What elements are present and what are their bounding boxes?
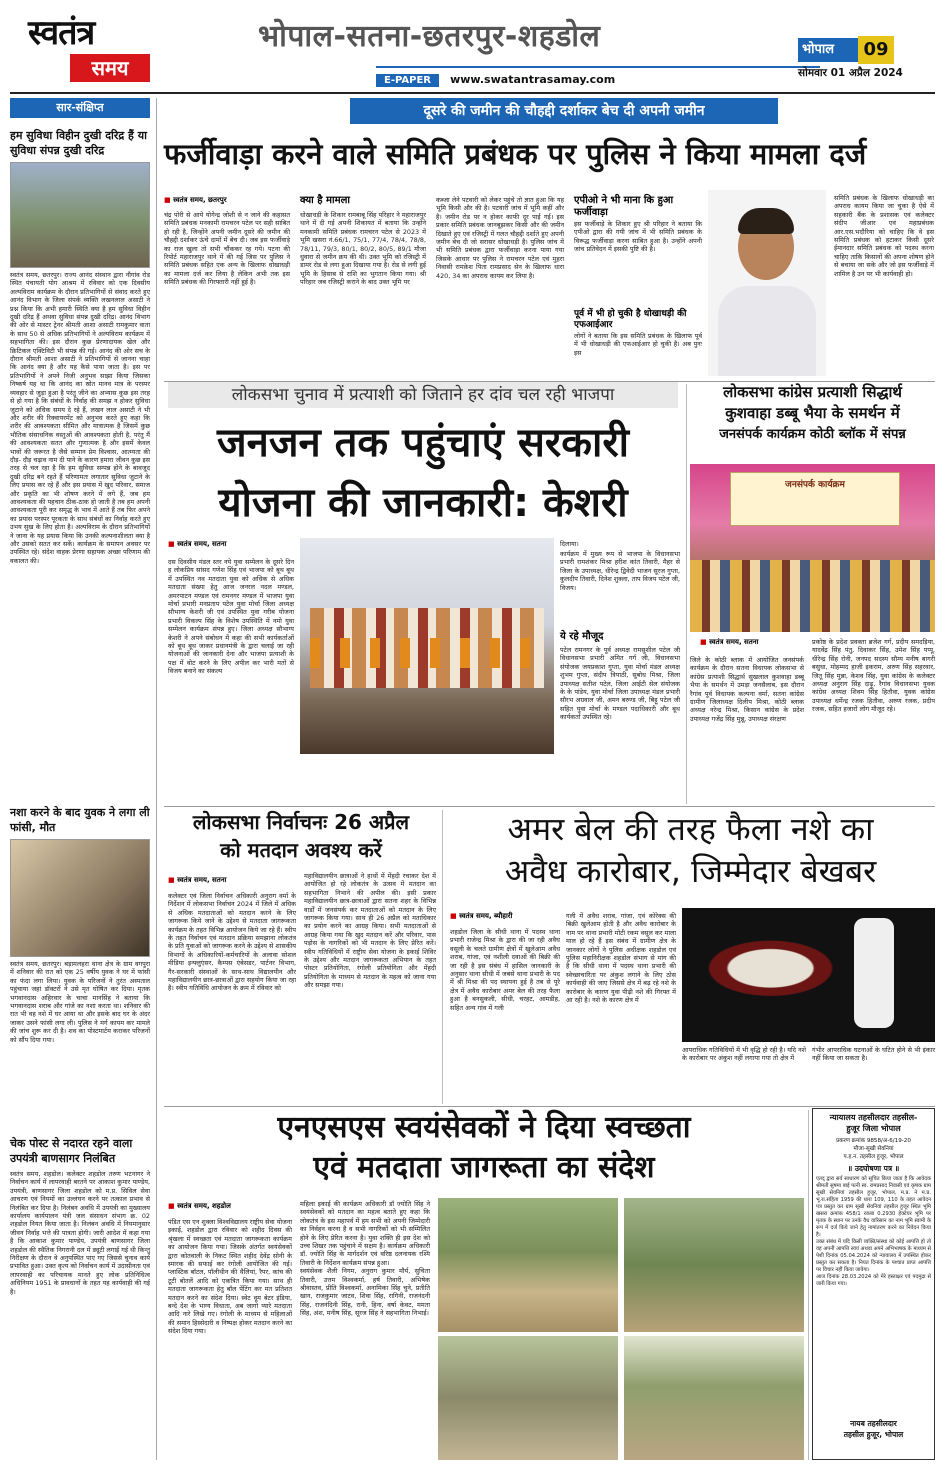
article-kesari bbox=[164, 382, 682, 808]
byline-voting: ■ स्वतंत्र समय, सतना bbox=[168, 876, 226, 885]
byline-fraud: ■ स्वतंत्र समय, छतरपुर bbox=[164, 196, 227, 205]
drugs-bottle bbox=[854, 918, 894, 1028]
portrait-hair bbox=[738, 208, 794, 234]
page-city: भोपाल bbox=[798, 38, 858, 62]
kesari-sub: ये रहे मौजूद bbox=[560, 631, 604, 642]
masthead-rule bbox=[10, 92, 935, 94]
voting-col-1: कलेक्टर एवं जिला निर्वाचन अधिकारी अनुराग वर्मा के निर्देशन में लोकसभा निर्वाचन 2024 में जिले में अधिक से अधिक मतदाताओं को मतदान करने के लिए जागरूक किये जाने के उद्देश्य से मतदाता जागरूकता कार्यक्रम के तहत विभिन्न आयोजन किये जा रहे हैं। स्वीप के तहत निर्वाचन एवं मतदान प्रक्रिया समझाना लोकतंत्र के प्रति युवाओं को जागरूक करने के उद्देश्य से शासकीय विभागों के अधिकारियों-कर्मचारियों के अलावा सोशल मीडिया इन्फ्लुएंसर, कैम्पस एंबेसडर, पार्टनर विभाग, गैर-सरकारी संस्थाओं के साथ-साथ विद्यालयीन और महाविद्यालयीन छात्र-छात्राओं द्वारा सहयोग किया जा रहा है। स्वीप गतिविधि आयोजन के क्रम में रविवार को bbox=[168, 892, 299, 993]
fraud-col-2: धोखाधड़ी के शिकार रामबाबू सिंह परिहार ने महाराजपुर थाने में दी गई अपनी शिकायत में बताया कि उन्होंने मनकामी समिति प्रबंधक रामचरन पटेल से 2023 में भूमि खसरा नं.66/1, 75/1, 77/4, 78/4, 78/8, 78/11, 79/3, 80/1, 80/2, 80/5, 89/1 मौजा धुवारा से जमीन क्रय की थी। उक्त भूमि को रजिस्ट्री में डामर रोड से लगा हुआ दिखाया गया है। रोड से लगी हुई भूमि के हिसाब से राशि का भुगतान किया गया। श्री परिहार जब रजिस्ट्री कराने के बाद उक्त भूमि पर bbox=[300, 211, 429, 287]
brief-2-title: नशा करने के बाद युवक ने लगा ली फांसी, मौत bbox=[10, 806, 150, 834]
epaper-bar bbox=[376, 66, 820, 86]
drugs-col-4: गंभीर आपराधिक घटनाओं के घटित होने से भी इंकार नहीं किया जा सकता है। bbox=[812, 1046, 938, 1063]
kesari-col-2b: कार्यक्रम में मुख्य रूप से भाजपा के विधानसभा प्रभारी रामशंकर मिश्रा हरीश कांत तिवारी, मैहर से जिला के उपाध्यक्ष, धीरेन्द्र द्विवेदी भाजन सूरज गुप्ता, कुलदीप तिवारी, दिनेश शुक्ला, ताप विजय पटेल जी, विजय। bbox=[560, 550, 683, 592]
byline-nss: ■ स्वतंत्र समय, शहडोल bbox=[168, 1202, 231, 1211]
article-drugs bbox=[446, 808, 938, 1104]
article-nss bbox=[164, 1108, 804, 1460]
headline-drugs-1: अमर बेल की तरह फैला नशे का bbox=[507, 810, 874, 848]
fraud-sub-3: पूर्व में भी हो चुकी है धोखाधड़ी की एफआईआर bbox=[574, 309, 687, 330]
brief-3-text: स्वतंत्र समय, शहडोल। कलेक्टर शहडोल तरुण भटनागर ने निर्वाचन कार्य में लापरवाही बरतने पर आकाश कुमार पाण्डेय, उपयंत्री, बाणसागर जिला शहडोल को म.प्र. सिविल सेवा आचरण एवं नियमों का उल्लंघन करने पर तत्काल प्रभाव से निलंबित कर दिया है। निलंबन अवधि में उपयंत्री का मुख्यालय कार्यालय कार्यपालन यंत्री जल संसाधन संभाग क्र. 02 शहडोल नियत किया जाता है। निलंबन अवधि में नियमानुसार जीवन निर्वाह भत्ते की पात्रता होगी। जारी आदेश में कहा गया है कि आकाश कुमार पाण्डेय, उपयंत्री बाणसागर जिला शहडोल की स्थैतिक निगरानी दल में ड्यूटी लगाई गई थी किन्तु निरीक्षण के दौरान वे अनुपस्थित पाए गए जिससे चुनाव कार्य प्रभावित हुआ। उक्त कृत्य को निर्वाचन कार्य में उदासीनता एवं लापरवाही का परिचायक मानते हुए लोक प्रतिनिधित्व अधिनियम 1951 के प्रावधानों के तहत यह कार्यवाही की गई है। bbox=[10, 1170, 153, 1296]
byline-congress: ■ स्वतंत्र समय, सतना bbox=[700, 638, 758, 647]
legal-notice bbox=[812, 1108, 935, 1460]
website-link[interactable]: www.swatantrasamay.com bbox=[450, 73, 616, 86]
logo bbox=[28, 14, 153, 84]
notice-sign-2: तहसील हुजूर, भोपाल bbox=[843, 1430, 904, 1439]
fraud-sub-1: क्या है मामला bbox=[300, 195, 350, 206]
section-label: सार-संक्षिप्त bbox=[10, 98, 150, 118]
notice-body: एतद् द्वारा सर्व साधारण को सूचित किया जाता है कि आवेदक श्रीमती सुषमा बाई पत्नी स्व. रामप्रसाद निवासी एवं कृषक ग्राम सूखी सेवनियां तहसील हुजूर, भोपाल, म.प्र. ने म.प्र. भू.रा.संहिता 1959 की धारा 109, 110 के तहत आवेदन पत्र प्रस्तुत कर ग्राम सूखी सेवनियां तहसील हुजूर स्थित भूमि खसरा क्रमांक 458/1 रकबा 0.2930 हेक्टेयर भूमि पर मृतक के स्थान पर उनके वैध वारिसान का नाम भूमि स्वामी के रूप में दर्ज किये जाने हेतु नामांतरण करने का निवेदन किया है। उक्त संबंध में यदि किसी व्यक्ति/संस्था को कोई आपत्ति हो तो वह अपनी आपत्ति स्वयं अथवा अपने अभिभाषक के माध्यम से पेशी दिनांक 05.04.2024 को न्यायालय में उपस्थित होकर प्रस्तुत कर सकता है। नियत दिनांक के पश्चात प्राप्त आपत्ति पर विचार नहीं किया जावेगा। आज दिनांक 28.03.2024 को मेरे हस्ताक्षर एवं पदमुद्रा से जारी किया गया। bbox=[816, 1176, 931, 1287]
nss-photo-3 bbox=[438, 1336, 618, 1460]
rule-v3 bbox=[808, 1110, 809, 1460]
kesari-col-1: दस दिवसीय मंडल स्तर नये युवा सम्मेलन के दूसरे दिन ह लोकप्रिय सांसद गणेश सिंह एवं भाजपा को बूथ बूथ में उपस्थित नव मतदाता युवा को अधिक से अधिक मतदाता संख्या हेतु आज जनरल नदल मण्डल, अमरपाटन मण्डल एवं रामनगर मण्डल में भाजपा युवा मोर्चा प्रभारी मनप्रताप पटेल युवा मोर्चा जिला अध्यक्ष सौभाग्य केशरी जी एवं उपस्थित युवा गरीब योजना प्रभारी विकल्प सिंह के विशेष उपस्थिति में नमो युवा सम्मेलन कार्यक्रम संपन्न हुए। जिला अध्यक्ष सौभाग्य केशरी ने अपने संबोधन में कहा की सभी कार्यकर्ताओं को बूथ बूथ जाकर प्रधानमंत्री के द्वारा चलाई जा रही योजनाओं की जानकारी देना और भाजपा प्रत्याशी के पक्ष में वोट करने के लिए अपील कर भारी मतों से विजय बनाने का संकल्प bbox=[168, 558, 297, 676]
headline-nss-1: एनएसएस स्वयंसेवकों ने दिया स्वच्छता bbox=[277, 1110, 691, 1145]
kicker-fraud: दूसरे की जमीन की चौहद्दी दर्शाकर बेच दी अपनी जमीन bbox=[350, 98, 778, 124]
kicker-kesari: लोकसभा चुनाव में प्रत्याशी को जिताने हर दांव चल रही भाजपा bbox=[168, 382, 678, 408]
congress-banner: जनसंपर्क कार्यक्रम bbox=[730, 472, 900, 526]
kesari-photo bbox=[300, 538, 554, 754]
page-number: 09 bbox=[858, 36, 894, 64]
edition-cities: भोपाल-सतना-छतरपुर-शहडोल bbox=[258, 19, 601, 54]
drugs-col-3: आपराधिक गतिविधियों में भी वृद्धि हो रही है। यदि नशे के कारोबार पर अंकुश नहीं लगाया गया तो क्षेत्र में bbox=[682, 1046, 809, 1063]
fraud-col-5: समिति प्रबंधक के खिलाफ धोखाधड़ी का अपराध कायम किया जा चुका है ऐसे में सहकारी बैंक के प्रशासक एवं कलेक्टर संदीप जीआर एवं महाप्रबंधक आर.एस.भदौरिया को चाहिए कि वे इस समिति प्रबंधक को हटाकर किसी दूसरे ईमानदार समिति प्रबंधक को पदस्थ करना चाहिए ताकि किसानों की अपना शोषण होने से बचाया जा सके और जो इस फर्जीवाड़े में शामिल है उन पर भी कार्यवाही हो। bbox=[834, 194, 937, 278]
article-congress bbox=[690, 382, 938, 808]
brief-1-text: स्वतंत्र समय, छतरपुर। राज्य आनंद संस्थान द्वारा नौगांव रोड स्थित पंचायती योग आश्रम में रविवार को एक दिवसीय अल्पविराम कार्यक्रम के दौरान प्रतिभागियों से संवाद करते हुए आनंद विभाग के जिला संपर्क व्यक्ति लखनलाल असाटी ने प्रश्न किया कि अभी हमारी स्थिति क्या है हम सुविधा विहीन दुखी दरिद्र हैं अथवा सुविधा संपन्न दुखी दरिद्र। आनंद विभाग की ओर से मास्टर ट्रेनर श्रीमती आशा असाटी रामकुमार वाता के साथ 50 से अधिक प्रतिभागियों ने अल्पविराम कार्यक्रम में सहभागिता की। इस दौरान कुछ प्रेरणादायक खेल और क्रिटिकल एक्टिविटी भी संपन्न की गई। आनंद की ओर सच के दौरान श्रीमती आशा असाटी ने प्रतिभागियों से जानना चाहा कि आनंद क्या है और यह कैसे पाया जाता है। इस पर प्रतिभागियों ने अपने निजी अनुभव साझा किया जिसका निष्कर्ष यह था कि आनंद का स्रोत मानव मात्र के परस्पर व्यवहार से जुड़ा हुआ है परंतु जीने का अभ्यास कुछ इस तरह से हो गया है कि संबंधों के निर्वाह की समझ न होकर सुविधा जुटाने को अधिक समय दे रहे हैं, लखन लाल असाटी ने भी और शरीर की रिक्वायरमेंट को अनुभव करते हुए कहा कि शरीर की आवश्यकता सीमित और मात्रात्मक है जिसमें कुछ भौतिक संसाधनिक वस्तुओं की आवश्यकता होती है, परंतु मैं की आवश्यकता सतत और गुणात्मक है और इसमें केवल भावों की जरूरत है जैसे सम्मान प्रेम विश्वास, आत्म्यता की दौड़- दौड़ चढ़ाव नाम दी पाने के कारण हमारा जीवन कुछ इस तरह से चल रहा है कि हम सुविधा सम्पन्न होने के बावजूद दुखी दरिद्र बने रहते हैं परिणामतः लगातार सुविधा जुटाने के लिए प्रयास कर रहे हैं और इस प्रयास में खुद परिवार, समाज और प्रकृति का भी शोषण करने में लगे हैं, जब हम आवश्यकता की पहचान ठीक-ठाक हो जाती है तब हम अपनी आवश्यकता पूरी कर समृद्ध के भाव में आते हैं तब फिर अपने का प्रयास परस्पर पूरकता के साथ संबंधों का निर्वाह करते हुए उभय सुख के लिए होता है। अल्पविराम के दौरान प्रतिभागियों ने जाना के यह प्रयास किया कि उनकी कल्पनाशीलता क्या है और उसको सतत कर सकें। कार्यक्रम के समापन अवसर पर उपस्थित रहे। संदेश वाहक प्रेरणा सहायक अच्छा परिणाम की वकालत की। bbox=[10, 271, 153, 565]
brief-1-title: हम सुविधा विहीन दुखी दरिद्र हैं या सुविधा संपन्न दुखी दरिद्र bbox=[10, 129, 147, 157]
notice-place: मौजा-सूखी सेवनियां bbox=[853, 1146, 894, 1152]
byline-drugs: ■ स्वतंत्र समय, ब्यौहारी bbox=[450, 912, 512, 921]
kesari-col-2a: दिलाया। bbox=[560, 540, 579, 548]
brief-2-photo bbox=[10, 839, 150, 957]
drugs-photo bbox=[682, 908, 935, 1042]
headline-nss-2: एवं मतदाता जागरूता का संदेश bbox=[313, 1150, 655, 1185]
logo-bottom: समय bbox=[70, 54, 150, 82]
logo-top: स्वतंत्र bbox=[28, 13, 95, 53]
fraud-portrait bbox=[708, 190, 826, 376]
rule-v2 bbox=[442, 810, 443, 1104]
article-voting bbox=[164, 808, 438, 1104]
congress-col-1: जिले के कोठी ब्लाक में आयोजित जनसंपर्क कार्यक्रम के दौरान सतना विधायक लोकसभा से कांग्रेस प्रत्याशी सिद्धार्थ सुखलाल कुशवाहा डब्बू भैया के समर्थन में उमड़ा जनसैलाब, इस दौरान रैगांव पूर्व विधायक कल्पना वर्मा, सतना कांग्रेस ग्रामीण जिलाध्यक्ष दिलीप मिश्रा, कोठी ब्लाक अध्यक्ष नरेन्द्र मिश्रा, किसान कांग्रेस के प्रदेश उपाध्यक्ष गजेंद्र सिंह मुन्नू, उपाध्यक्ष संरक्षण bbox=[690, 656, 807, 723]
headline-kesari-2: योजना की जानकारी: केशरी bbox=[218, 480, 628, 526]
congress-crowd bbox=[690, 560, 935, 632]
column-divider bbox=[156, 98, 157, 1460]
kesari-col-2c: पटेल रामनगर के पूर्व अध्यक्ष रामसुशील पटेल जी विधानसभा प्रभारी अमित गर्ग जी, विधानसभा संयोजक जयप्रकाश गुप्ता, युवा मोर्चा मंडल अध्यक्ष शुभम गुप्ता, संदीप त्रिपाठी, सुबोध मिश्रा, जिला उपाध्यक्ष सतीश पटेल, जिला आईटी सेल संयोजक के के पांडेय, युवा मोर्चा जिला उपाध्यक्ष मंडल प्रभारी सौरभ अग्रवाल जी, अमन बरुण्ड जी, बिट्टू पटेल जी सहित युवा मोर्चा के मण्डल पदाधिकारी और बूथ कार्यकर्ता उपस्थित रहे। bbox=[560, 646, 683, 722]
congress-photo bbox=[690, 464, 935, 632]
fraud-col-4b: लोगों ने बताया कि इस समिति प्रबंधक के खिलाफ पूर्व में भी धोखाधड़ी की एफआईआर हो चुकी है। अब पुनः इस bbox=[574, 332, 705, 357]
rule-2 bbox=[164, 806, 935, 807]
rule-3 bbox=[164, 1106, 935, 1107]
drugs-col-1: शहडोल जिला के सीधी थाना में पदस्थ थाना प्रभारी राजेन्द्र मिश्रा के द्वारा की जा रही अवैध वसूली के चलते ग्रामीण क्षेत्रों में खुलेआम अवैध शराब, गांजा, एवं नशीली दवाओं की बिक्री की जा रही है इस संबंध में हासिल जानकारी के अनुसार थाना सीधी में जबसे थाना प्रभारी के पद में श्री मिश्रा की पद स्थापना हुई है तब से पूरे क्षेत्र में अवैध कारोबार अमर बेल की तरह फैला हुआ है बनसुकली, सीधी, चरहट, आमडीह, सहित अन्य गांव में गली bbox=[450, 928, 563, 1012]
sar-sankshipt-column bbox=[10, 98, 153, 1460]
fraud-col-3: कब्जा लेने पटवारी को लेकर पहुंचे तो ज्ञात हुआ कि यह भूमि किसी और की है। पटवारी जांच में भूमि कहीं और है। जमीन रोड पर न होकर काफी दूर पाई गई। इस प्रकार समिति प्रबंधक जानबूझकर किसी और की जमीन दिखाते हुए एवं रजिस्ट्री में गलत चौहद्दी दर्शाते हुए अपनी जमीन बेच दी जो सरासर धोखाधड़ी है। पुलिस जांच में भी समिति प्रबंधक द्वारा फर्जीवाड़ा करना पाया गया जिसके आधार पर पुलिस ने रामचरन पटेल एवं मुहरा निवासी रामके़श पिता रामप्रसाद सेन के खिलाफ धारा 420, 34 का अपराध कायम कर लिया है। bbox=[436, 196, 567, 280]
page-info bbox=[798, 36, 928, 82]
page-date: सोमवार 01 अप्रैल 2024 bbox=[798, 67, 903, 79]
brief-3-title: चेक पोस्ट से नदारत रहने वाला उपयंत्री बाणसागर निलंबित bbox=[10, 1137, 133, 1165]
headline-voting-1: लोकसभा निर्वाचनः 26 अप्रैल bbox=[192, 810, 410, 834]
article-fraud bbox=[164, 96, 935, 380]
kesari-garlands bbox=[310, 638, 544, 668]
nss-photo-4 bbox=[624, 1336, 804, 1460]
fraud-col-4a: इस फर्जीवाड़े के शिकार हुए श्री परिहार ने बताया कि एपीओ द्वारा की गयी जांच में भी समिति प्रबंधक के विरूद्ध फर्जीवाड़ा करना साबित हुआ है। उन्होंने अपनी जांच प्रतिवेदन में इसकी पुष्टि की है। bbox=[574, 220, 705, 254]
rule-v1 bbox=[686, 384, 687, 804]
notice-title-2: हुजूर जिला भोपाल bbox=[846, 1124, 901, 1133]
fraud-col-1: चंद्र पोरी से आये योगेन्द्र जोशी से न जाने की कहासत समिति प्रबंधक मनकामी रामचरन पटेल पर सही साबित हो रही है, जिन्होंने अपनी जमीन दूसरे की जमीन की चौहद्दी दर्शाकर ऊंचे दामों में बेच दी। जब इस फर्जीवाड़े का राज खुला तो सभी चौंककर रह गये। पटना की रिपोर्ट महाराजपुर थाने में की गई जिस पर पुलिस ने समिति प्रबंधक सहित एक अन्य के खिलाफ धोखाधड़ी का मामला दर्ज कर लिया है लेकिन अभी तक इस समिति प्रबंधक की गिरफ्तारी नहीं हुई है। bbox=[164, 211, 293, 287]
rule-1 bbox=[164, 381, 935, 382]
fraud-sub-2: एपीओ ने भी माना कि हुआ फर्जीवाड़ा bbox=[574, 195, 674, 218]
brief-1-photo bbox=[10, 162, 150, 268]
headline-congress-3: जनसंपर्क कार्यक्रम कोठी ब्लॉक में संपन्न bbox=[719, 427, 906, 442]
masthead bbox=[0, 0, 945, 92]
nss-photo-2 bbox=[624, 1198, 804, 1332]
headline-drugs-2: अवैध कारोबार, जिम्मेदार बेखबर bbox=[504, 852, 877, 890]
epaper-label: E-PAPER bbox=[376, 74, 439, 87]
portrait-shirt bbox=[718, 286, 816, 376]
brief-2-text: स्वतंत्र समय, छतरपुर। बड़ामलहरा थाना क्षेत्र के ग्राम वगपुरा में शनिवार की रात को एक 25 वर्षीय युवक ने घर में फांसी का फंदा लगा लिया। युवक के परिजनों ने तुरंत अस्पताल पहुंचाया जहां डॉक्टरों ने उसे मृत घोषित कर दिया। मृतक भगवानदास अहिरवार के चाचा मानसिंह ने बताया कि भगवानदास शराब और गांजे का नशा करता था। शनिवार की रात भी वह नशे में घर आया था और इसके बाद घर के अंदर जाकर उसने फांसी लगा ली। पुलिस ने मर्ग कायम कर मामले की जांच शुरू कर दी है। शव का पोस्टमार्टम कराकर परिजनों को सौंप दिया गया। bbox=[10, 960, 153, 1044]
drugs-col-2: गली में अवैध शराब, गांजा, एवं कोरेक्स की बिक्री खुलेआम होती है और अवैध कारोबार के नाम पर थाना प्रभारी मोटी रकम वसूल कर माला माल हो रहे हैं इस संबंध में ग्रामीण क्षेत्र के जानकार लोगों ने पुलिस अधीक्षक शहडोल एवं पुलिस महानिरीक्षक शहडोल संभाग से मांग की है कि सीधी थाना में पदस्थ थाना प्रभारी की स्वेच्छाचारिता पर अंकुश लगाने के लिए ठोस कार्यवाही की जाए जिससे क्षेत्र में बढ़ रहे नशे के कारोबार के कारण युवा पीढ़ी नशे की गिरफ्त में आ रही है। नशे के कारण क्षेत्र में bbox=[566, 912, 679, 1005]
headline-fraud: फर्जीवाड़ा करने वाले समिति प्रबंधक पर पुलिस ने किया मामला दर्ज bbox=[164, 137, 867, 171]
notice-heading: ॥ उदघोषणा पत्र ॥ bbox=[847, 1164, 900, 1173]
nss-col-2: महिला इकाई की कार्यक्रम अधिकारी डॉ ज्योति सिंह ने स्वयंसेवकों को मतदान का महत्व बताते हुए कहा कि लोकतंत्र के इस महापर्व में हम सभी को अपनी जिम्मेदारी का निर्वहन करना है व सभी नागरिकों को भी सम्मिलित होने के लिए प्रेरित करना है। युवा शक्ति ही इस देश को उच्च शिखर तक पहुंचाने में सक्षम है। कार्यक्रम अधिकारी डॉ. ज्योति सिंह के मार्गदर्शन एवं वरिष्ठ दलनायक रश्मि तिवारी के निर्देशन कार्यक्रम संपन्न हुआ। स्वयंसेवक शैली निगम, अनुराग कुमार मौर्य, सुचिता तिवारी, उत्तम विश्वकर्मा, हर्ष तिवारी, अभिषेक श्रीवास्तव, प्रीति विश्वकर्मा, अनामिका सिंह चुने, प्रतीति खान, राजकुमार जाटव, शिवा सिंह, रागिनी, राजनंदनी सिंह, राजनंदिनी सिंह, रानी, हिना, वर्षा केवट, ममता सिंह, अंश, मनीष सिंह, सूरज सिंह ने सहभागिता निभाई। bbox=[300, 1200, 430, 1318]
headline-congress-1: लोकसभा कांग्रेस प्रत्याशी सिद्धार्थ bbox=[723, 383, 902, 401]
byline-kesari: ■ स्वतंत्र समय, सतना bbox=[168, 540, 226, 549]
notice-title-1: न्यायालय तहसीलदार तहसील- bbox=[829, 1113, 918, 1122]
congress-col-2: प्रकोष्ठ के प्रदेश प्रवक्ता ब्रजेश गर्ग, प्रदीप समदड़िया, यादवेंद्र सिंह पंतु, दिवाकर सिंह, उमेश सिंह पप्पू, धीरेन्द्र सिंह रोनी, जनपद सदस्य सौम्य मनीष बागरी बसुधा, मोहम्मद हाजी इकराम, अरुण सिंह सहरवार, जितू सिंह मुन्ना, केशव सिंह, युवा कांग्रेस के कलेक्टर अध्यक्ष अनुराग सिंह दाढ़ू, रैगांव विधानसभा युवक कांग्रेस अध्यक्ष शिवम सिंह हितौवा, युवक कांग्रेस उपाध्यक्ष धर्मेन्द्र रजक हितौवा, अरुण रजक, प्रदीप रजक, सहित हजारों लोग मौजूद रहे। bbox=[812, 638, 938, 714]
headline-congress-2: कुशवाहा डब्बू भैया के समर्थन में bbox=[725, 404, 900, 422]
notice-sub-place: प.ह.न. तहसील हुजूर, भोपाल bbox=[843, 1154, 904, 1160]
kesari-col-photo-bottom bbox=[300, 756, 554, 806]
headline-voting-2: को मतदान अवश्य करें bbox=[220, 838, 382, 862]
nss-photo-1 bbox=[438, 1198, 618, 1332]
voting-col-2: महाविद्यालयीन छात्राओं ने हाथों में मेंहदी रचाकर देश में आयोजित हो रहे लोकतंत्र के उत्सव में मतदान का सहभागिता निभाने की अपील की। इसी प्रकार महाविद्यालयीन छात्र-छात्राओं द्वारा सतना शहर के विभिन्न वार्डों में जनसंपर्क कर मतदाताओं को मतदान के लिए जागरूक किया गया। साथ ही 26 अप्रैल को मताधिकार का प्रयोग करने का आग्रह किया। सभी मतदाताओं से आग्रह किया गया कि खुद मतदान करें और परिवार, पास पड़ोस के नागरिकों को भी मतदान के लिए प्रेरित करें। स्वीप गतिविधियों में राष्ट्रीय सेवा योजना के इकाई शिविर के उद्देश्य और मतदान जागरूकता अभियान के तहत पोस्टर प्रतियोगिता, रंगोली प्रतियोगिता और मेंहदी प्रतियोगिता के माध्यम से मतदान के महत्व को जाना गया और समझा गया। bbox=[304, 872, 439, 990]
nss-col-1: पंडित एस एन शुक्ला विश्वविद्यालय राष्ट्रीय सेवा योजना इकाई, शहडोल द्वारा रविवार को शहीद दिवस की श्रृंखला में स्वच्छता एवं मतदाता जागरूकता कार्यक्रम का आयोजन किया गया। जिसके अंतर्गत स्वयंसेवकों द्वारा कोतवाली के निकट स्थित शहीद देवेंद्र सोनी के स्मारक की सफाई कर रंगोली आयोजित की गई। प्लास्टिक बॉटल, पॉलीथीन की थैलियां, रैपर, कांच की टूटी बोतलें आदि को एकत्रित किया गया। साथ ही मतदाता जागरूकता हेतु बॉल पेंटिंग कर मत प्रतिशत मतदान करने का संदेश दिया। स्वेट वूम बेटर इंडिया, बन्दे देश के भाग्य विधाता, अब जागो प्यारे मतदाता आदि नारे लिखे गए। रंगोली के माध्यम से महिलाओं की समान हिस्सेदारी व निष्पक्ष होकर मतदान करने का संदेश दिया गया। bbox=[168, 1218, 295, 1336]
notice-case: प्रकरण क्रमांक 9858/अ-6/19-20 bbox=[836, 1138, 911, 1144]
headline-kesari-1: जनजन तक पहुंचाएं सरकारी bbox=[216, 420, 630, 466]
notice-sign-1: नायब तहसीलदार bbox=[850, 1419, 897, 1428]
